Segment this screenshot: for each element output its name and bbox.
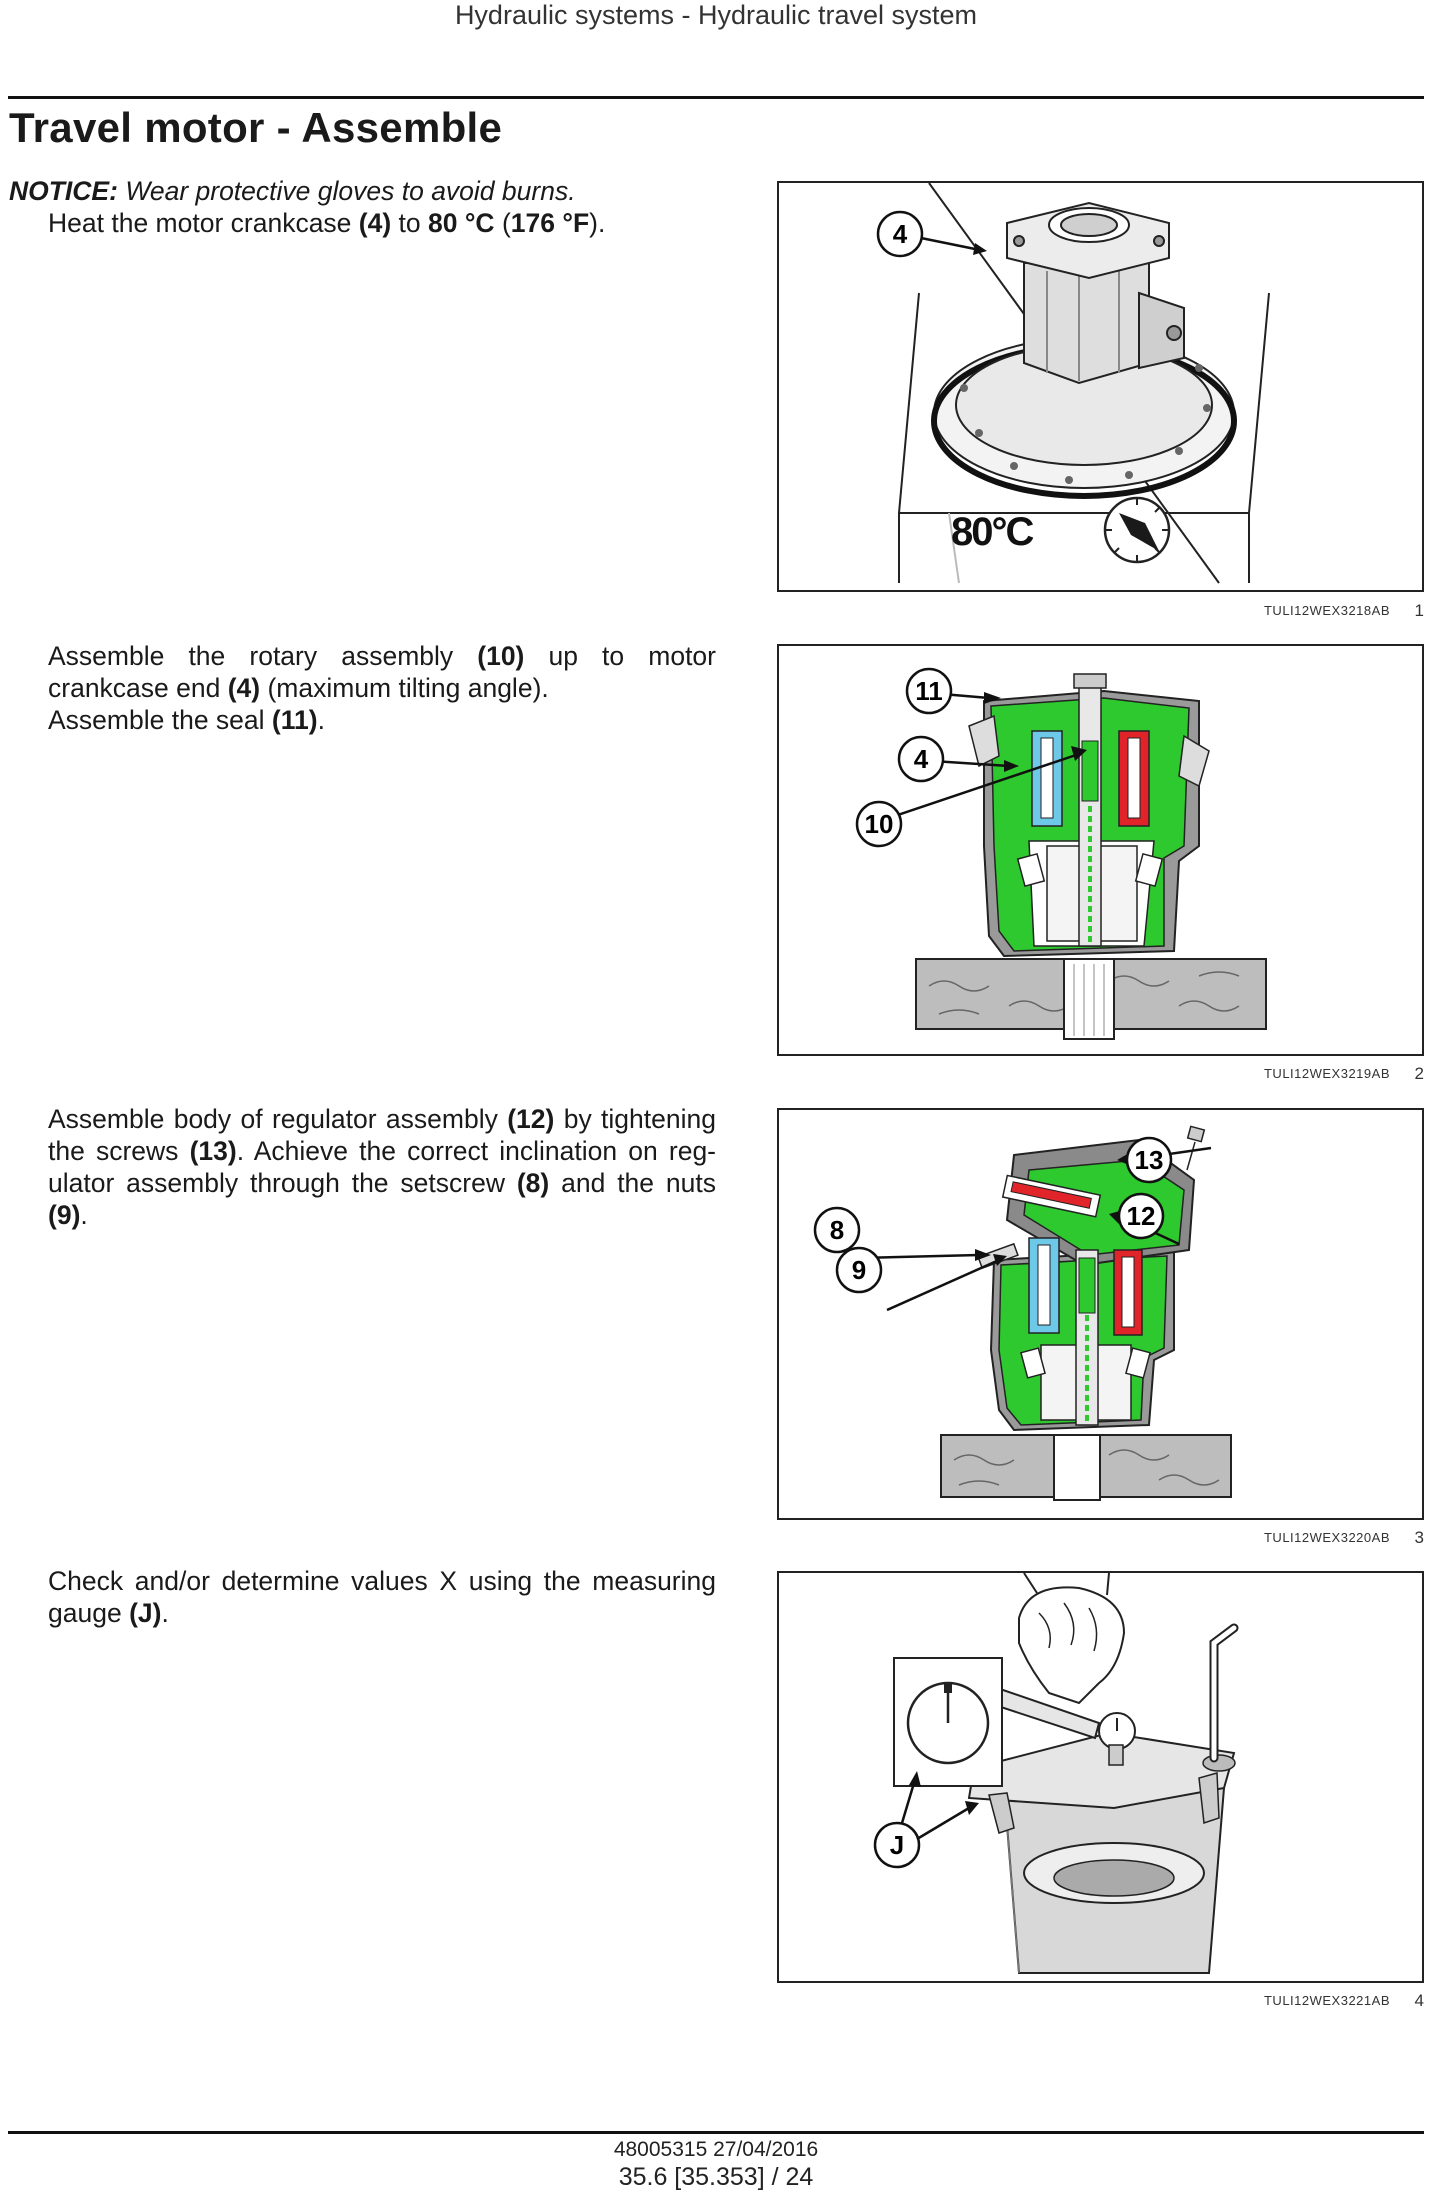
figure-3-caption: TULI12WEX3220AB — [1263, 1530, 1390, 1545]
temperature-label: 80°C — [951, 510, 1033, 554]
callout-label: 11 — [915, 676, 943, 706]
callout-label: J — [889, 1830, 905, 1860]
text: to — [391, 208, 428, 238]
text: up to motor — [524, 641, 716, 671]
notice-text: Wear protective gloves to avoid burns. — [125, 176, 576, 206]
callout-label: 8 — [829, 1215, 845, 1245]
text: and the nuts — [549, 1168, 716, 1198]
ref: (J) — [129, 1598, 162, 1628]
text-line — [48, 1565, 716, 1597]
text: Check and/or determine values X using the measuring — [48, 1566, 716, 1596]
text-line — [48, 640, 716, 672]
header-rule — [8, 96, 1424, 99]
crankcase-illustration — [779, 183, 1422, 590]
rotary-assembly-section — [779, 646, 1422, 1054]
ref: (13) — [189, 1136, 237, 1166]
text: . — [80, 1200, 88, 1230]
text: Assemble the seal — [48, 705, 272, 735]
footer-rule — [8, 2131, 1424, 2134]
figure-4-measuring-gauge — [777, 1571, 1424, 1983]
text: crankcase end — [48, 673, 228, 703]
running-header: Hydraulic systems - Hydraulic travel system — [454, 0, 978, 30]
text: Assemble the rotary assembly — [48, 641, 478, 671]
figure-4-caption: TULI12WEX3221AB — [1263, 1993, 1390, 2008]
figure-2-number: 2 — [1414, 1064, 1424, 1083]
callout-label: 4 — [892, 219, 908, 249]
measuring-gauge-illustration — [779, 1573, 1422, 1981]
text: . — [317, 705, 325, 735]
figure-1-number: 1 — [1414, 601, 1424, 620]
text: ulator assembly through the setscrew — [48, 1168, 517, 1198]
ref: 80 °C — [428, 208, 495, 238]
step-2-text — [48, 640, 716, 736]
footer-page-ref: 35.6 [35.353] / 24 — [618, 2163, 814, 2191]
step-3-text — [48, 1103, 716, 1231]
text: the screws — [48, 1136, 190, 1166]
footer-doc-ref: 48005315 27/04/2016 — [613, 2138, 819, 2161]
ref: (4) — [358, 208, 392, 238]
figure-1-heated-crankcase — [777, 181, 1424, 592]
text: Assemble body of regulator assembly — [48, 1104, 508, 1134]
ref: (8) — [516, 1168, 550, 1198]
figure-2-rotary-assembly — [777, 644, 1424, 1056]
text-line — [48, 1103, 716, 1135]
figure-2-caption: TULI12WEX3219AB — [1263, 1066, 1390, 1081]
figure-3-number: 3 — [1414, 1528, 1424, 1547]
text: ( — [494, 208, 511, 238]
callout-label: 12 — [1126, 1201, 1156, 1231]
callout-label: 13 — [1134, 1145, 1164, 1175]
page-title: Travel motor - Assemble — [9, 104, 503, 151]
step-4-text — [48, 1565, 716, 1629]
text: . — [161, 1598, 169, 1628]
text-line — [48, 704, 716, 736]
text-line — [48, 1597, 716, 1629]
figure-4-number: 4 — [1414, 1991, 1424, 2010]
ref: (11) — [271, 705, 318, 735]
text: (maximum tilting angle). — [260, 673, 549, 703]
step-1-text — [48, 207, 716, 239]
figure-3-regulator-assembly — [777, 1108, 1424, 1520]
text-line — [48, 672, 716, 704]
thermometer-dial-icon — [1105, 498, 1169, 562]
text: Heat the motor crankcase — [48, 208, 359, 238]
text-line — [48, 1167, 716, 1199]
figure-1-caption: TULI12WEX3218AB — [1263, 603, 1390, 618]
text: gauge — [48, 1598, 130, 1628]
ref: (9) — [48, 1200, 81, 1230]
text: ). — [589, 208, 606, 238]
notice — [9, 175, 576, 207]
ref: 176 °F — [510, 208, 590, 238]
ref: (10) — [477, 641, 525, 671]
text: . Achieve the correct inclination on reg- — [236, 1136, 717, 1166]
callout-label: 4 — [913, 744, 929, 774]
text-line — [48, 1135, 716, 1167]
text: by tightening — [554, 1104, 716, 1134]
ref: (12) — [507, 1104, 555, 1134]
callout-label: 9 — [851, 1255, 867, 1285]
text-line — [48, 1199, 716, 1231]
regulator-assembly-section — [779, 1110, 1422, 1518]
ref: (4) — [227, 673, 261, 703]
notice-label: NOTICE: — [9, 176, 118, 206]
callout-label: 10 — [864, 809, 894, 839]
